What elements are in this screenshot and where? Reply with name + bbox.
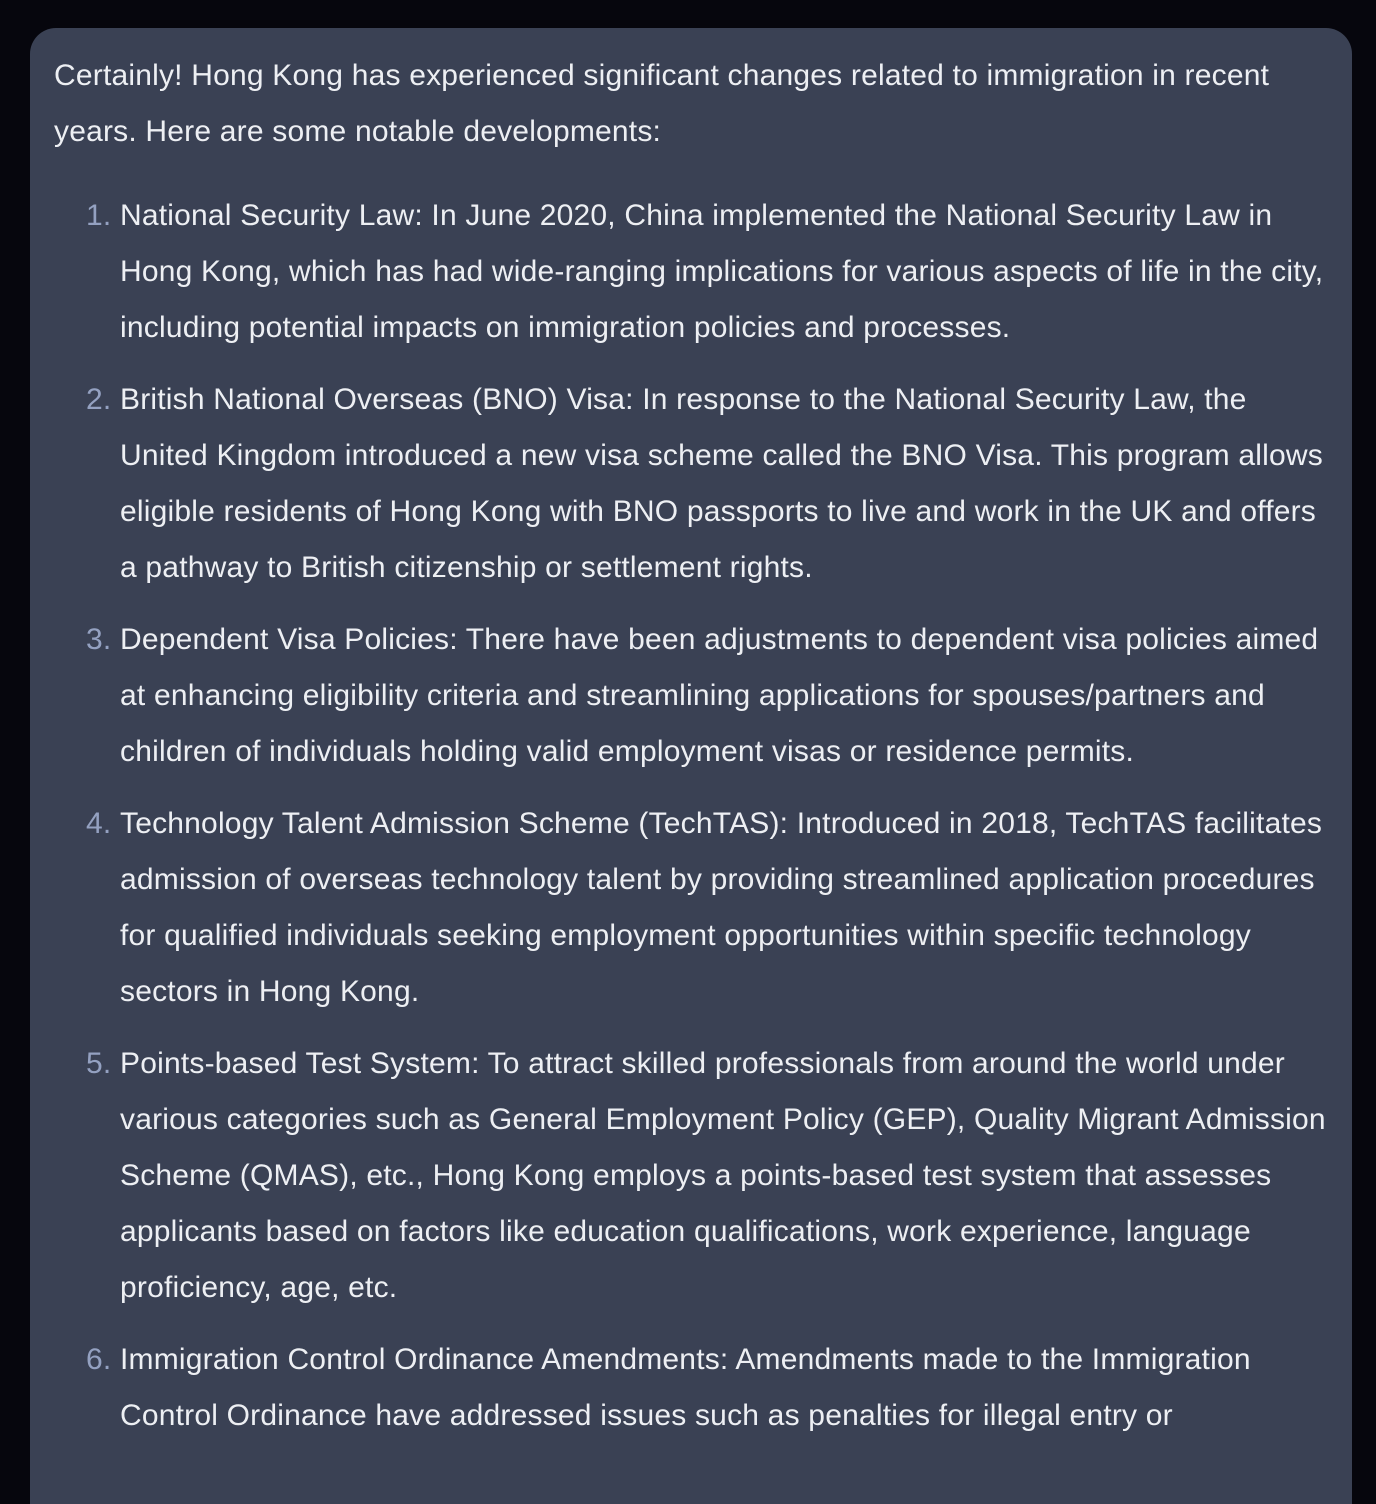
list-item-dependent-visa-policies: 3. Dependent Visa Policies: There have been adjustments to dependent visa policies aimed at enhancing eligibility criteria and streamlining applications for spouses/partners and children of individuals holding valid employment visas or residence permits. — [120, 612, 1326, 780]
immigration-developments-list — [54, 188, 1326, 1444]
list-item-immigration-control-ordinance: 6. Immigration Control Ordinance Amendments: Amendments made to the Immigration Control Ordinance have addressed issues such as penalties for illegal entry or — [120, 1332, 1326, 1444]
list-item-national-security-law: 1. National Security Law: In June 2020, China implemented the National Security Law in Hong Kong, which has had wide-ranging implications for various aspects of life in the city, including potential impacts on immigration policies and processes. — [120, 188, 1326, 356]
list-item-bno-visa: 2. British National Overseas (BNO) Visa: In response to the National Security Law, the United Kingdom introduced a new visa scheme called the BNO Visa. This program allows eligible residents of Hong Kong with BNO passports to live and work in the UK and offers a pathway to British citizenship or settlement rights. — [120, 372, 1326, 596]
message-intro-paragraph: Certainly! Hong Kong has experienced significant changes related to immigration in recent years. Here are some notable developments: — [54, 59, 1270, 148]
list-item-points-based-test-system: 5. Points-based Test System: To attract skilled professionals from around the world under various categories such as General Employment Policy (GEP), Quality Migrant Admission Scheme (QMAS), etc., Hong Kong employs a points-based test system that assesses applicants based on factors like education qualifications, work experience, language proficiency, age, etc. — [120, 1036, 1326, 1316]
assistant-message-bubble — [30, 28, 1352, 1504]
list-item-techtas: 4. Technology Talent Admission Scheme (TechTAS): Introduced in 2018, TechTAS facilitates admission of overseas technology talent by providing streamlined application procedures for qualified individuals seeking employment opportunities within specific technology sectors in Hong Kong. — [120, 796, 1326, 1020]
